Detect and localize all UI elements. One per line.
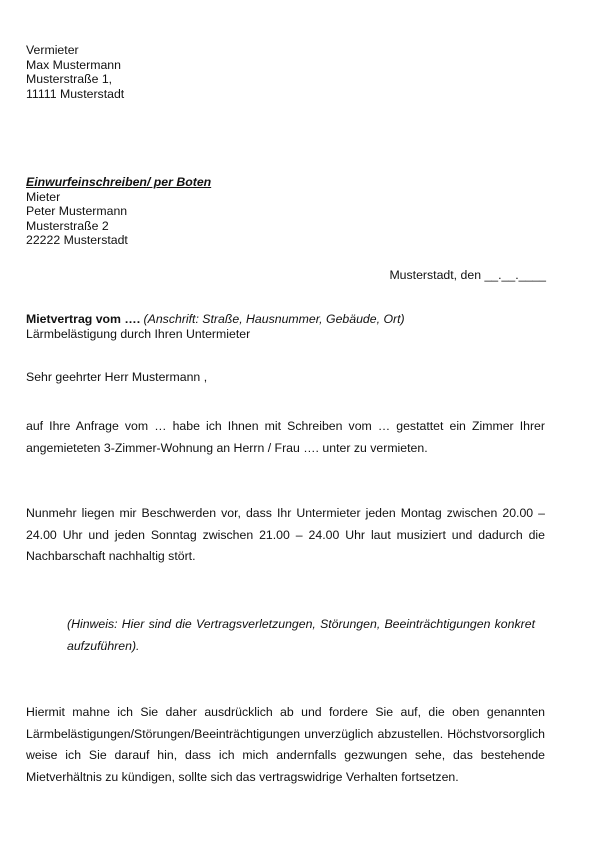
subject-contract-line — [26, 312, 546, 327]
recipient-role: Mieter — [26, 189, 61, 204]
salutation: Sehr geehrter Herr Mustermann , — [26, 370, 208, 384]
recipient-city: 22222 Musterstadt — [26, 233, 128, 247]
sender-role: Vermieter — [26, 43, 79, 57]
hint-paragraph: (Hinweis: Hier sind die Vertragsverletzungen, Störungen, Beeinträchtigungen konkret aufzuführen). — [67, 617, 535, 653]
sender-address — [26, 43, 546, 101]
body-paragraph-warning: Hiermit mahne ich Sie daher ausdrücklich ab und fordere Sie auf, die oben genannten Lärmbelästigungen/Störungen/Beeinträchtigungen unverzüglich abzustellen. Höchstvorsorglich weise ich Sie darauf hin, dass ich mich andernfalls gezwungen sehe, das bestehende Mietverhältnis zu kündigen, sollte sich das vertragswidrige Verhalten fortsetzen. — [26, 705, 545, 784]
recipient-street: Musterstraße 2 — [26, 218, 109, 233]
sender-name: Max Mustermann — [26, 57, 121, 72]
subject-contract: Mietvertrag vom …. — [26, 312, 141, 326]
recipient-address — [26, 175, 546, 248]
date-line: Musterstadt, den __.__.____ — [389, 268, 546, 282]
subject-contract-hint: (Anschrift: Straße, Hausnummer, Gebäude, Ort) — [143, 312, 405, 326]
subject-block — [26, 312, 546, 341]
sender-city: 11111 Musterstadt — [26, 86, 125, 101]
delivery-method: Einwurfeinschreiben/ per Boten — [26, 175, 212, 189]
body-paragraph-complaints: Nunmehr liegen mir Beschwerden vor, dass Ihr Untermieter jeden Montag zwischen 20.00 – 24.00 Uhr und jeden Sonntag zwischen 21.00 – 24.00 Uhr laut musiziert und dadurch die Nachbarschaft nachhaltig stört. — [26, 506, 545, 563]
recipient-name: Peter Mustermann — [26, 204, 128, 218]
body-paragraph-permission: auf Ihre Anfrage vom … habe ich Ihnen mit Schreiben vom … gestattet ein Zimmer Ihrer angemieteten 3-Zimmer-Wohnung an Herrn / Frau …. unter zu vermieten. — [26, 419, 545, 455]
sender-street: Musterstraße 1, — [26, 72, 113, 86]
subject-topic: Lärmbelästigung durch Ihren Untermieter — [26, 326, 251, 341]
